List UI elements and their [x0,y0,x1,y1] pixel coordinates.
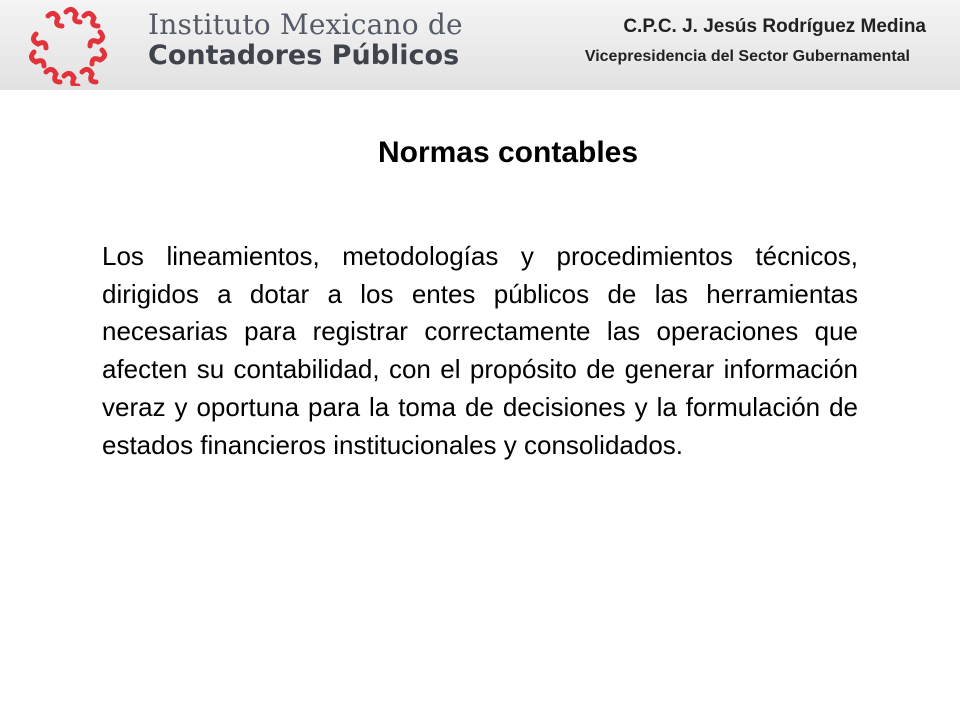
slide-body-paragraph: Los lineamientos, metodologías y procedimientos técnicos, dirigidos a dotar a los entes públicos de las herramientas necesarias para registrar correctamente las operaciones que afecten su contabilidad, con el propósito de generar información veraz y oportuna para la toma de decisiones y la formulación de estados financieros institucionales y consolidados. [102,241,858,460]
presenter-role: Vicepresidencia del Sector Gubernamental [584,48,910,65]
imcp-logo-icon [28,6,114,86]
presenter-name: C.P.C. J. Jesús Rodríguez Medina [623,16,926,37]
header-banner [0,0,960,90]
organization-name-line2: Contadores Públicos [148,40,460,71]
organization-name-line1: Instituto Mexicano de [148,8,463,41]
slide-title: Normas contables [377,136,639,169]
